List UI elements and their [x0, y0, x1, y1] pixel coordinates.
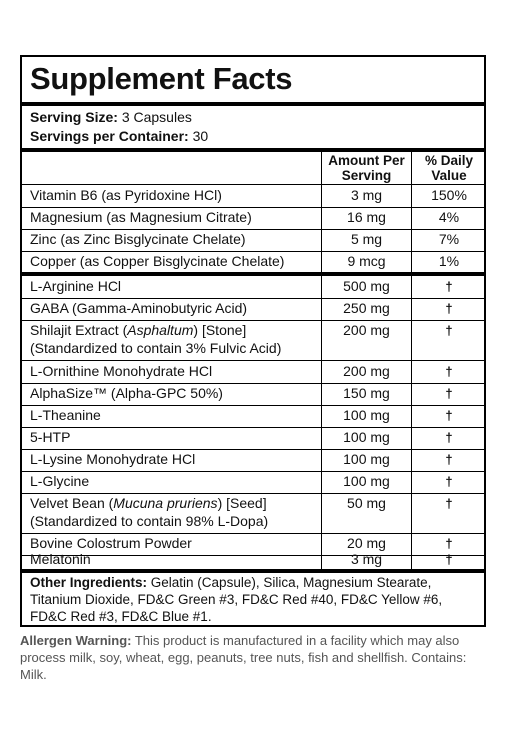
table-row: Zinc (as Zinc Bisglycinate Chelate) [30, 231, 246, 247]
amount-per-serving-header: Amount Per Serving [328, 153, 405, 183]
table-row: GABA (Gamma-Aminobutyric Acid) [30, 300, 248, 316]
allergen-warning-label: Allergen Warning: [20, 633, 132, 648]
table-row: L-Ornithine Monohydrate HCl [30, 363, 213, 379]
supplement-facts-panel: Supplement Facts Serving Size: 3 Capsules Servings per Container: 30 Amount Per Serving % Daily Value Vitamin B6 (as Pyridoxine HCl) 3 mg 150% Magnesium (as Magnesium Citrate) 16 mg 4% Zinc (as Zinc Bisglycinate Chelate) 5 mg 7% Copper (as Copper Bisglycinate Chelate) 9 mcg 1% L-Arginine HCl 500 mg † GABA (Gamma-Aminobutyric Acid) 250 mg † Shilajit Extract (Asphaltum) [Stone] (Standardized to contain 3% Fulvic Acid) 200 mg † L-Ornithine Monohydrate HCl 200 mg † AlphaSize™ (Alpha-GPC 50%) 150 mg † L-Theanine 100 mg † 5-HTP 100 mg † L-Lysine Monohydrate HCl 100 mg † L-Glycine 100 mg † Velvet Bean (Mucuna pruriens) [Seed] (Standardized to contain 98% L-Dopa) 50 mg † Bovine Colostrum Powder 20 mg † Melatonin 3 mg † Other Ingredients: Gelatin (Capsule), Silica, Magnesium Stearate, Titanium Dioxide, FD&C Green #3, FD&C Red #40, FD&C Yellow #6, FD&C Red #3, FD&C Blue #1. [20, 55, 486, 627]
table-row: Copper (as Copper Bisglycinate Chelate) [30, 253, 285, 269]
table-row: L-Theanine [30, 407, 101, 423]
section-rule [22, 272, 484, 276]
other-ingredients-label: Other Ingredients: [30, 575, 148, 590]
table-row: Velvet Bean (Mucuna pruriens) [Seed] [30, 495, 267, 511]
serving-size-label: Serving Size: [30, 109, 118, 125]
table-row: L-Arginine HCl [30, 278, 122, 294]
table-row: Shilajit Extract (Asphaltum) [Stone] [30, 322, 247, 338]
table-row: Melatonin [30, 551, 91, 567]
panel-title: Supplement Facts [30, 61, 293, 96]
servings-per-container [30, 128, 208, 145]
title-rule [22, 102, 484, 106]
serving-size-value: 3 Capsules [121, 109, 192, 125]
table-row: 5-HTP [30, 429, 71, 445]
other-ingredients-text: Gelatin (Capsule), Silica, Magnesium Stearate, Titanium Dioxide, FD&C Green #3, FD&C Red #40, FD&C Yellow #6, FD&C Red #3, FD&C Blue #1. [30, 575, 443, 624]
servings-per-container-value: 30 [192, 128, 209, 144]
allergen-warning-text: This product is manufactured in a facility which may also process milk, soy, wheat, egg, peanuts, tree nuts, fish and shellfish. Contains: Milk. [20, 633, 467, 682]
table-row: L-Lysine Monohydrate HCl [30, 451, 196, 467]
table-row: Magnesium (as Magnesium Citrate) [30, 209, 252, 225]
table-row: Bovine Colostrum Powder [30, 535, 192, 551]
other-ingredients [30, 574, 482, 625]
serving-size [30, 109, 192, 126]
servings-per-container-label: Servings per Container: [30, 128, 189, 144]
table-row: AlphaSize™ (Alpha-GPC 50%) [30, 385, 223, 401]
table-row: L-Glycine [30, 473, 90, 489]
daily-value-header: % Daily Value [424, 153, 474, 183]
other-ingredients-rule [22, 569, 484, 573]
allergen-warning [20, 632, 490, 683]
serving-rule [22, 148, 484, 152]
table-row: Vitamin B6 (as Pyridoxine HCl) [30, 187, 222, 203]
